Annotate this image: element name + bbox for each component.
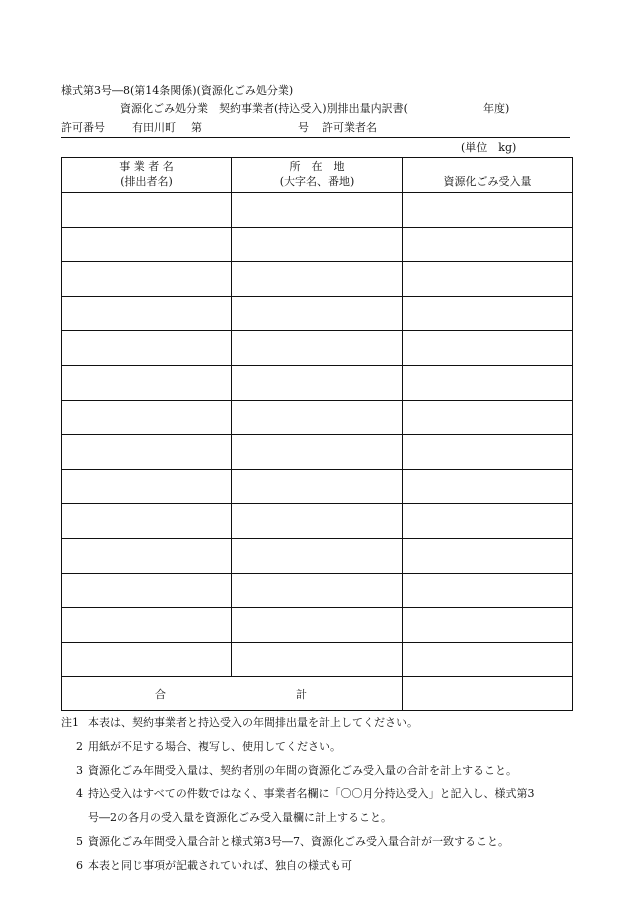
- location-cell[interactable]: [232, 296, 403, 331]
- amount-cell[interactable]: [403, 365, 573, 400]
- document-title: 資源化ごみ処分業 契約事業者(持込受入)別排出量内訳書(: [120, 102, 408, 115]
- note-text: 資源化ごみ年間受入量合計と様式第3号―7、資源化ごみ受入量合計が一致すること。: [88, 834, 509, 848]
- unit-label: (単位 kg): [461, 141, 517, 154]
- amount-cell[interactable]: [403, 504, 573, 539]
- location-cell[interactable]: [232, 227, 403, 262]
- licensee-label: 許可業者名: [322, 121, 377, 134]
- business-name-cell[interactable]: [62, 227, 232, 262]
- location-cell[interactable]: [232, 504, 403, 539]
- business-name-cell[interactable]: [62, 538, 232, 573]
- table-row: [62, 296, 573, 331]
- business-name-cell[interactable]: [62, 504, 232, 539]
- table-row: [62, 400, 573, 435]
- column-header-business-name: [62, 158, 232, 193]
- notes-section: [61, 711, 581, 878]
- permit-dai: 第: [191, 121, 202, 134]
- amount-cell[interactable]: [403, 227, 573, 262]
- amount-cell[interactable]: [403, 435, 573, 470]
- table-header-row: [62, 158, 573, 193]
- note-text: 用紙が不足する場合、複写し、使用してください。: [88, 739, 341, 753]
- amount-cell[interactable]: [403, 469, 573, 504]
- permit-row: [61, 122, 570, 138]
- permit-gou: 号: [298, 121, 309, 134]
- table-row: [62, 642, 573, 677]
- table-row: [62, 504, 573, 539]
- business-name-cell[interactable]: [62, 296, 232, 331]
- note-item: [61, 759, 581, 783]
- note-number: 3: [76, 763, 83, 777]
- total-row: [62, 677, 573, 711]
- amount-cell[interactable]: [403, 193, 573, 228]
- location-cell[interactable]: [232, 642, 403, 677]
- table-row: [62, 365, 573, 400]
- total-label-right: 計: [296, 687, 307, 701]
- business-name-cell[interactable]: [62, 262, 232, 297]
- ledger-table: [61, 157, 573, 711]
- business-name-cell[interactable]: [62, 331, 232, 366]
- amount-cell[interactable]: [403, 608, 573, 643]
- location-cell[interactable]: [232, 400, 403, 435]
- fiscal-year-label: 年度): [483, 102, 510, 115]
- location-cell[interactable]: [232, 435, 403, 470]
- location-cell[interactable]: [232, 262, 403, 297]
- column-header-amount: [403, 158, 573, 193]
- table-row: [62, 331, 573, 366]
- note-number: 注1: [61, 716, 79, 729]
- table-row: [62, 469, 573, 504]
- business-name-cell[interactable]: [62, 435, 232, 470]
- amount-cell[interactable]: [403, 262, 573, 297]
- location-cell[interactable]: [232, 365, 403, 400]
- business-name-cell[interactable]: [62, 400, 232, 435]
- note-item: [61, 830, 581, 854]
- business-name-cell[interactable]: [62, 608, 232, 643]
- business-name-cell[interactable]: [62, 469, 232, 504]
- note-text: 持込受入はすべての件数ではなく、事業者名欄に「〇〇月分持込受入」と記入し、様式第3: [88, 787, 535, 801]
- permit-number-label: 許可番号: [61, 121, 105, 134]
- note-item: [61, 854, 581, 878]
- location-cell[interactable]: [232, 573, 403, 608]
- note-text: 本表と同じ事項が記載されていれば、独自の様式も可: [88, 858, 352, 872]
- column-header-line1: 事 業 者 名: [119, 160, 174, 174]
- column-header-line2: (排出者名): [120, 175, 173, 188]
- column-header-line2: 資源化ごみ受入量: [443, 175, 532, 188]
- amount-cell[interactable]: [403, 400, 573, 435]
- column-header-line2: (大字名、番地): [279, 175, 355, 188]
- location-cell[interactable]: [232, 608, 403, 643]
- table-row: [62, 262, 573, 297]
- note-text: 本表は、契約事業者と持込受入の年間排出量を計上してください。: [88, 716, 418, 729]
- total-label-left: 合: [155, 687, 166, 701]
- amount-cell[interactable]: [403, 538, 573, 573]
- note-continuation: 号―2の各月の受入量を資源化ごみ受入量欄に計上すること。: [88, 811, 392, 825]
- location-cell[interactable]: [232, 538, 403, 573]
- total-amount-cell[interactable]: [403, 677, 573, 711]
- column-header-line1: 所 在 地: [289, 160, 345, 174]
- amount-cell[interactable]: [403, 573, 573, 608]
- table-row: [62, 227, 573, 262]
- note-item: [61, 735, 581, 759]
- column-header-location: [232, 158, 403, 193]
- note-text: 資源化ごみ年間受入量は、契約者別の年間の資源化ごみ受入量の合計を計上すること。: [88, 763, 517, 777]
- amount-cell[interactable]: [403, 331, 573, 366]
- business-name-cell[interactable]: [62, 642, 232, 677]
- form-label: 様式第3号―8(第14条関係)(資源化ごみ処分業): [61, 84, 294, 97]
- table-row: [62, 573, 573, 608]
- amount-cell[interactable]: [403, 642, 573, 677]
- business-name-cell[interactable]: [62, 365, 232, 400]
- note-number: 2: [76, 739, 83, 753]
- business-name-cell[interactable]: [62, 193, 232, 228]
- table-row: [62, 435, 573, 470]
- table-row: [62, 608, 573, 643]
- location-cell[interactable]: [232, 193, 403, 228]
- note-item: [61, 782, 581, 806]
- note-item: [61, 711, 581, 735]
- business-name-cell[interactable]: [62, 573, 232, 608]
- location-cell[interactable]: [232, 331, 403, 366]
- total-label-cell: [62, 677, 403, 711]
- note-number: 4: [76, 787, 83, 801]
- note-number: 6: [76, 858, 83, 872]
- amount-cell[interactable]: [403, 296, 573, 331]
- column-header-line1: [403, 160, 572, 175]
- table-row: [62, 538, 573, 573]
- town-name: 有田川町: [132, 121, 176, 134]
- location-cell[interactable]: [232, 469, 403, 504]
- note-number: 5: [76, 834, 83, 848]
- table-row: [62, 193, 573, 228]
